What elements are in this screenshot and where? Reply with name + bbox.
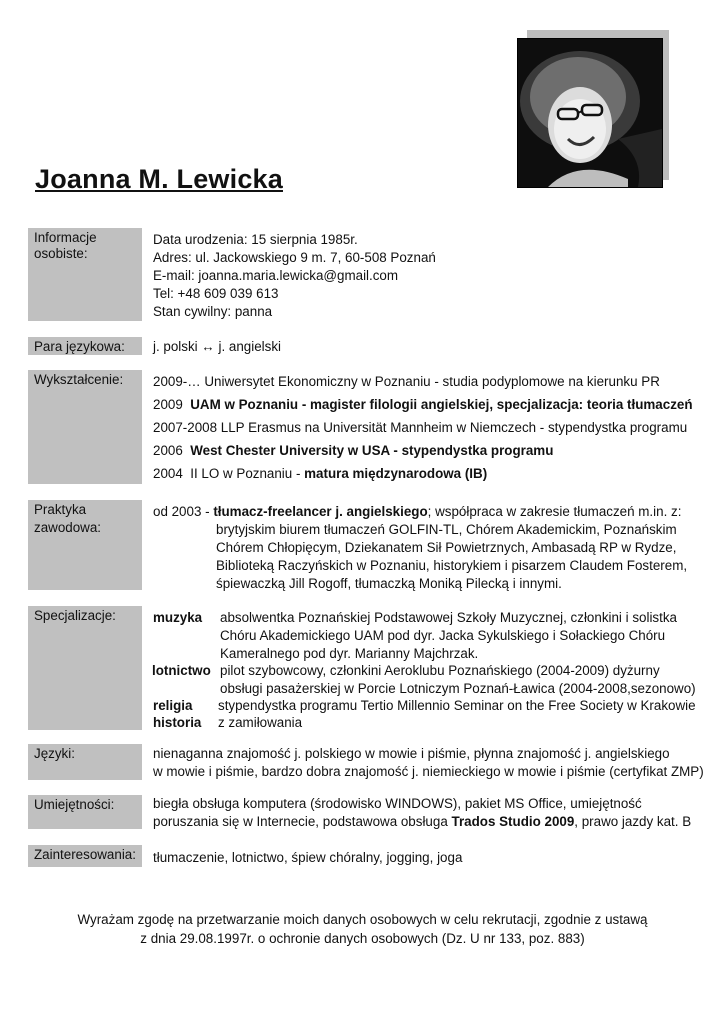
practice-intro: [153, 504, 681, 520]
education-bold: matura międzynarodowa (IB): [304, 466, 488, 481]
phone: Tel: +48 609 039 613: [153, 286, 279, 301]
practice-intro-bold: tłumacz-freelancer j. angielskiego: [213, 504, 428, 519]
languages-line: w mowie i piśmie, bardzo dobra znajomość j. niemieckiego w mowie i piśmie (certyfikat ZMP): [153, 764, 704, 779]
education-year: 2006: [153, 443, 183, 458]
education-text: Uniwersytet Ekonomiczny w Poznaniu - studia podyplomowe na kierunku PR: [204, 374, 660, 389]
email: E-mail: joanna.maria.lewicka@gmail.com: [153, 268, 399, 283]
specialization-line: stypendystka programu Tertio Millennio Seminar on the Free Society w Krakowie: [218, 698, 696, 713]
section-label-personal: [28, 228, 142, 321]
specialization-term: religia: [153, 698, 193, 713]
education-year: 2004: [153, 466, 183, 481]
interests-value: tłumaczenie, lotnictwo, śpiew chóralny, jogging, joga: [153, 850, 463, 865]
section-label-interests: [28, 845, 142, 867]
education-label-text: Wykształcenie:: [34, 372, 124, 387]
education-entry: [153, 420, 687, 436]
specialization-line: z zamiłowania: [218, 715, 303, 730]
section-label-skills: [28, 795, 142, 829]
birth-date: Data urodzenia: 15 sierpnia 1985r.: [153, 232, 358, 247]
section-label-languages: [28, 744, 142, 780]
portrait-icon: [518, 39, 662, 187]
consent-clause: [0, 910, 725, 948]
education-year: 2009: [153, 397, 183, 412]
languages-label-text: Języki:: [34, 746, 75, 761]
section-label-practice: [28, 500, 142, 590]
practice-label-line1: Praktyka: [34, 502, 87, 517]
page-title: Joanna M. Lewicka: [35, 164, 283, 194]
address: Adres: ul. Jackowskiego 9 m. 7, 60-508 Poznań: [153, 250, 436, 265]
practice-line: Biblioteką Raczyńskich w Poznaniu, historykiem i pisarzem Claudem Fosterem,: [216, 558, 688, 573]
skills-label-text: Umiejętności:: [34, 797, 115, 812]
skills-suffix: , prawo jazdy kat. B: [574, 814, 692, 829]
education-year: 2007-2008: [153, 420, 218, 435]
specialization-line: absolwentka Poznańskiej Podstawowej Szkoły Muzycznej, członkini i solistka: [220, 610, 677, 625]
specialization-line: obsługi pasażerskiej w Porcie Lotniczym Poznań-Ławica (2004-2008,sezonowo): [220, 681, 696, 696]
consent-line2: z dnia 29.08.1997r. o ochronie danych osobowych (Dz. U nr 133, poz. 883): [140, 931, 585, 946]
portrait-photo: [517, 38, 663, 188]
marital-status: Stan cywilny: panna: [153, 304, 273, 319]
education-entry: [153, 443, 553, 459]
practice-line: brytyjskim biurem tłumaczeń GOLFIN-TL, Chórem Akademickim, Poznańskim: [216, 522, 677, 537]
interests-label-text: Zainteresowania:: [34, 847, 136, 862]
practice-intro-suffix: ; współpraca w zakresie tłumaczeń m.in. z:: [427, 504, 682, 519]
practice-intro-prefix: od 2003 -: [153, 504, 214, 519]
education-year: 2009-…: [153, 374, 201, 389]
education-entry: [153, 466, 487, 482]
section-label-education: [28, 370, 142, 484]
language-pair-value: j. polski ↔ j. angielski: [153, 339, 282, 354]
practice-line: śpiewaczką Jill Rogoff, tłumaczką Moniką Pilecką i innymi.: [216, 576, 562, 591]
education-bold: UAM w Poznaniu - magister filologii angielskiej, specjalizacja: teoria tłumaczeń: [190, 397, 693, 412]
specialization-line: Chóru Akademickiego UAM pod dyr. Jacka Sykulskiego i Sołackiego Chóru: [220, 628, 666, 643]
education-entry: [153, 397, 693, 413]
specialization-term: muzyka: [153, 610, 203, 625]
specialization-term: lotnictwo: [152, 663, 211, 678]
personal-label-text: Informacje osobiste:: [34, 230, 97, 261]
section-label-language-pair: [28, 337, 142, 355]
language-pair-label-text: Para językowa:: [34, 339, 125, 354]
specializations-label-text: Specjalizacje:: [34, 608, 116, 623]
education-text: LLP Erasmus na Universität Mannheim w Niemczech - stypendystka programu: [220, 420, 688, 435]
practice-label-line2: zawodowa:: [34, 520, 101, 535]
skills-line: [153, 814, 691, 830]
skills-line: biegła obsługa komputera (środowisko WINDOWS), pakiet MS Office, umiejętność: [153, 796, 642, 811]
consent-line1: Wyrażam zgodę na przetwarzanie moich danych osobowych w celu rekrutacji, zgodnie z ustawą: [77, 912, 648, 927]
languages-line: nienaganna znajomość j. polskiego w mowie i piśmie, płynna znajomość j. angielskiego: [153, 746, 670, 761]
section-label-specializations: [28, 606, 142, 730]
specialization-line: pilot szybowcowy, członkini Aeroklubu Poznańskiego (2004-2009) dyżurny: [220, 663, 660, 678]
skills-prefix: poruszania się w Internecie, podstawowa obsługa: [153, 814, 452, 829]
specialization-line: Kameralnego pod dyr. Marianny Majchrzak.: [220, 646, 479, 661]
skills-bold: Trados Studio 2009: [451, 814, 575, 829]
practice-line: Chórem Chłopięcym, Dziekanatem Sił Powietrznych, Ambasadą RP w Rydze,: [216, 540, 677, 555]
education-entry: [153, 374, 660, 390]
education-text: II LO w Poznaniu -: [190, 466, 305, 481]
specialization-term: historia: [153, 715, 202, 730]
education-bold: West Chester University w USA - stypendystka programu: [190, 443, 554, 458]
